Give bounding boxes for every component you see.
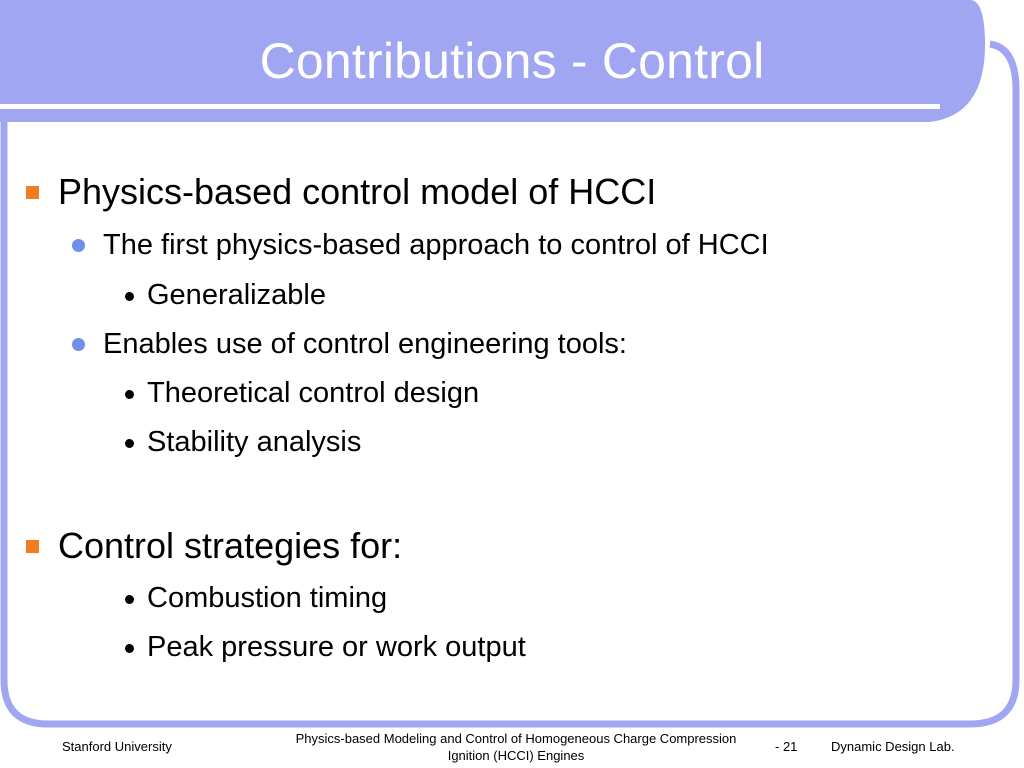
footer-center bbox=[265, 730, 767, 764]
footer-center-line1: Physics-based Modeling and Control of Homogeneous Charge Compression bbox=[295, 731, 737, 746]
bullet-level3: Generalizable bbox=[147, 279, 326, 311]
round-bullet-icon bbox=[72, 239, 85, 252]
dot-bullet-icon bbox=[125, 595, 134, 604]
bullet-level3: Theoretical control design bbox=[147, 377, 480, 409]
bullet-level3: Peak pressure or work output bbox=[147, 631, 526, 663]
footer-right: Dynamic Design Lab. bbox=[831, 739, 955, 754]
round-bullet-icon bbox=[72, 338, 85, 351]
slide-title: Contributions - Control bbox=[259, 33, 765, 89]
bullet-level3: Stability analysis bbox=[147, 426, 362, 458]
footer-center-line2: Ignition (HCCI) Engines bbox=[447, 748, 585, 763]
bullet-level1: Physics-based control model of HCCI bbox=[58, 171, 657, 212]
footer-left: Stanford University bbox=[62, 739, 172, 754]
page-number: - 21 bbox=[775, 739, 798, 754]
bullet-level2: The first physics-based approach to control of HCCI bbox=[103, 229, 769, 261]
dot-bullet-icon bbox=[125, 292, 134, 301]
square-bullet-icon bbox=[26, 540, 39, 553]
dot-bullet-icon bbox=[125, 644, 134, 653]
dot-bullet-icon bbox=[125, 439, 134, 448]
bullet-level3: Combustion timing bbox=[147, 582, 388, 614]
bullet-level2: Enables use of control engineering tools: bbox=[103, 328, 627, 360]
square-bullet-icon bbox=[26, 186, 39, 199]
bullet-level1: Control strategies for: bbox=[58, 525, 403, 566]
dot-bullet-icon bbox=[125, 390, 134, 399]
